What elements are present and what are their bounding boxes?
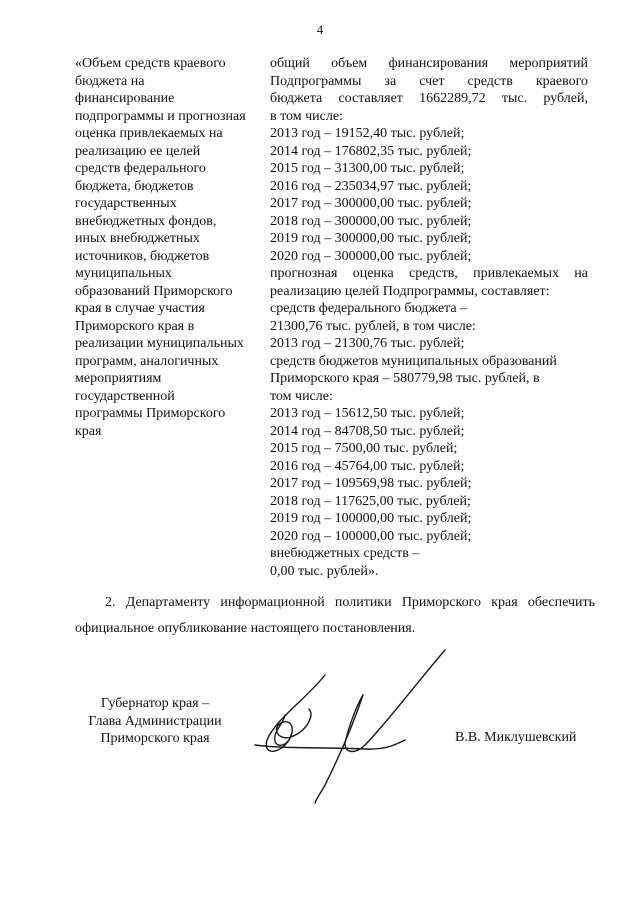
label-line: образований Приморского: [75, 283, 233, 299]
value-line: бюджета составляет 1662289,72 тыс. рублей,: [270, 91, 588, 106]
value-line: 2015 год – 7500,00 тыс. рублей;: [270, 441, 458, 456]
label-line: источников, бюджетов: [75, 248, 210, 264]
signatory-title-line: Глава Администрации: [88, 713, 222, 729]
value-line: 21300,76 тыс. рублей, в том числе:: [270, 318, 476, 334]
page-number: 4: [316, 22, 324, 37]
value-line: 2013 год – 15612,50 тыс. рублей;: [270, 406, 465, 421]
paragraph-2-line-2: официальное опубликование настоящего постановления.: [75, 621, 416, 636]
value-line: 2013 год – 21300,76 тыс. рублей;: [270, 336, 465, 351]
label-line: реализацию ее целей: [75, 143, 201, 159]
label-line: финансирование: [75, 91, 175, 106]
value-line: 2017 год – 300000,00 тыс. рублей;: [270, 196, 472, 211]
value-line: прогнозная оценка средств, привлекаемых на: [270, 266, 588, 281]
label-line: государственных: [75, 196, 177, 211]
value-line: 0,00 тыс. рублей».: [270, 563, 379, 579]
value-line: 2014 год – 84708,50 тыс. рублей;: [270, 423, 465, 439]
label-line: иных внебюджетных: [75, 231, 200, 246]
value-line: внебюджетных средств –: [270, 546, 420, 561]
label-line: оценка привлекаемых на: [75, 126, 223, 141]
value-line: 2019 год – 300000,00 тыс. рублей;: [270, 231, 472, 246]
value-line: 2019 год – 100000,00 тыс. рублей;: [270, 511, 472, 526]
label-line: подпрограммы и прогнозная: [75, 108, 246, 124]
value-line: 2014 год – 176802,35 тыс. рублей;: [270, 143, 472, 159]
value-line: Приморского края – 580779,98 тыс. рублей, в: [270, 371, 540, 386]
label-line: внебюджетных фондов,: [75, 213, 217, 229]
signatory-name: В.В. Миклушевский: [455, 730, 577, 745]
label-line: «Объем средств краевого: [75, 56, 226, 71]
value-line: Подпрограммы за счет средств краевого: [270, 73, 588, 89]
label-line: программы Приморского: [75, 406, 226, 421]
value-line: общий объем финансирования мероприятий: [270, 56, 588, 71]
value-line: 2016 год – 235034,97 тыс. рублей;: [270, 178, 472, 194]
value-line: в том числе:: [270, 108, 343, 124]
label-line: Приморского края в: [75, 318, 195, 334]
paragraph-2-line-1: 2. Департаменту информационной политики Приморского края обеспечить: [105, 595, 595, 610]
value-line: 2016 год – 45764,00 тыс. рублей;: [270, 458, 465, 474]
label-line: мероприятиям: [75, 371, 162, 386]
label-line: бюджета на: [75, 73, 145, 89]
label-line: программ, аналогичных: [75, 353, 219, 369]
signatory-title-line: Губернатор края –: [100, 696, 210, 711]
value-line: средств бюджетов муниципальных образований: [270, 353, 557, 369]
value-line: 2018 год – 117625,00 тыс. рублей;: [270, 493, 471, 509]
label-line: края: [75, 423, 102, 439]
label-line: средств федерального: [75, 161, 206, 176]
label-line: государственной: [75, 388, 175, 404]
passport-field-value: [270, 55, 588, 580]
value-line: 2020 год – 300000,00 тыс. рублей;: [270, 248, 472, 264]
value-line: 2015 год – 31300,00 тыс. рублей;: [270, 161, 465, 176]
value-line: 2013 год – 19152,40 тыс. рублей;: [270, 126, 465, 141]
value-line: средств федерального бюджета –: [270, 301, 468, 316]
value-line: 2017 год – 109569,98 тыс. рублей;: [270, 476, 472, 491]
signatory-title: [80, 695, 230, 748]
signatory-title-line: Приморского края: [100, 731, 210, 746]
value-line: 2020 год – 100000,00 тыс. рублей;: [270, 528, 472, 544]
handwritten-signature: [245, 645, 455, 805]
label-line: муниципальных: [75, 266, 172, 281]
value-line: том числе:: [270, 388, 333, 404]
value-line: реализацию целей Подпрограммы, составляет:: [270, 283, 550, 299]
label-line: бюджета, бюджетов: [75, 178, 194, 194]
passport-field-label: [75, 55, 265, 440]
label-line: реализации муниципальных: [75, 336, 244, 351]
label-line: края в случае участия: [75, 301, 205, 316]
value-line: 2018 год – 300000,00 тыс. рублей;: [270, 213, 472, 229]
